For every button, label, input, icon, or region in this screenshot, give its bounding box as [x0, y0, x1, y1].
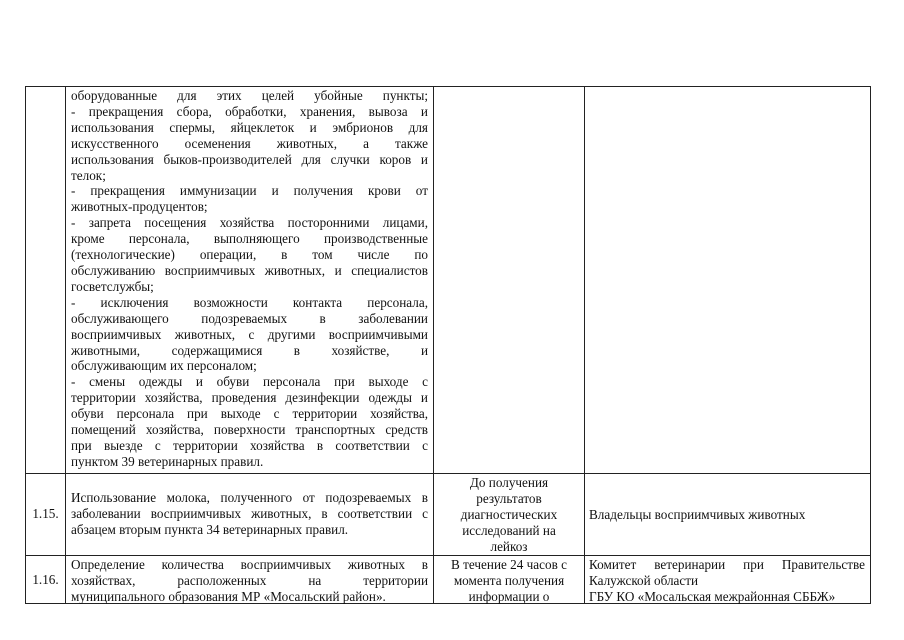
text-line: До получения	[469, 475, 549, 490]
table-border-left	[25, 86, 26, 604]
text-line: (технологические) операции, в том числе по	[71, 247, 428, 263]
measures-table	[25, 86, 870, 604]
text-line: искусственного осеменения животных, а также	[71, 135, 428, 151]
text-line: обуви персонала при выходе с территории хозяйства,	[71, 406, 428, 422]
text-line: ГБУ КО «Мосальская межрайонная СББЖ»	[589, 588, 836, 604]
text-line: В течение 24 часов с	[451, 557, 567, 572]
deadline-text	[435, 557, 583, 605]
responsible-text	[589, 557, 865, 605]
measure-text	[71, 557, 428, 605]
text-line: - прекращения сбора, обработки, хранения, вывоза и	[71, 103, 428, 119]
row-divider	[25, 473, 870, 474]
text-line: животными, содержащимися в хозяйстве, и	[71, 342, 428, 358]
text-line: госветслужбы;	[71, 278, 154, 294]
deadline-text	[435, 475, 583, 555]
text-line: Определение количества восприимчивых животных в	[71, 557, 428, 572]
text-line: Калужской области	[589, 572, 699, 588]
text-line: результатов	[476, 490, 542, 506]
text-line: заболевании восприимчивых животных, в соответствии с	[71, 505, 428, 521]
text-line: Использование молока, полученного от подозреваемых в	[71, 490, 428, 505]
text-line: лейкоз	[490, 538, 528, 554]
text-line: - прекращения иммунизации и получения крови от	[71, 183, 428, 199]
text-line: момента получения	[453, 572, 565, 588]
row-divider	[25, 555, 870, 556]
text-line: кроме персонала, выполняющего производственные	[71, 231, 428, 247]
text-line: при выезде с территории хозяйства в соответствии с	[71, 437, 428, 453]
text-line: информации о	[468, 588, 550, 604]
responsible-text: Владельцы восприимчивых животных	[589, 507, 806, 522]
text-line: - смены одежды и обуви персонала при выходе с	[71, 374, 428, 390]
text-line: муниципального образования МР «Мосальский район».	[71, 588, 386, 604]
text-line: абзацем вторым пункта 34 ветеринарных правил.	[71, 521, 349, 537]
text-line: обслуживающего подозреваемых в заболевании	[71, 310, 428, 326]
table-border-top	[25, 86, 870, 87]
text-line: использования спермы, яйцеклеток и эмбрионов для	[71, 119, 428, 135]
table-border-right	[870, 86, 871, 604]
row-number: 1.16.	[32, 572, 59, 587]
measure-text	[71, 490, 428, 538]
text-line: помещений хозяйства, поверхности транспортных средств	[71, 422, 428, 438]
text-line: пунктом 39 ветеринарных правил.	[71, 453, 264, 469]
text-line: исследований на	[462, 522, 556, 538]
column-divider	[433, 86, 434, 604]
row-number: 1.15.	[32, 506, 59, 521]
text-line: хозяйствах, расположенных на территории	[71, 572, 428, 588]
text-line: животных-продуцентов;	[71, 199, 208, 215]
text-line: территории хозяйства, проведения дезинфекции одежды и	[71, 390, 428, 406]
text-line: Комитет ветеринарии при Правительстве	[589, 557, 865, 572]
text-line: - исключения возможности контакта персонала,	[71, 294, 428, 310]
text-line: обслуживающим их персоналом;	[71, 358, 257, 374]
text-line: диагностических	[460, 506, 558, 522]
column-divider	[584, 86, 585, 604]
text-line: телок;	[71, 167, 106, 183]
text-line: - запрета посещения хозяйства посторонними лицами,	[71, 215, 428, 231]
text-line: оборудованные для этих целей убойные пункты;	[71, 88, 428, 103]
text-line: использования быков-производителей для случки коров и	[71, 151, 428, 167]
column-divider	[65, 86, 66, 604]
measure-text	[71, 88, 428, 470]
text-line: обслуживанию восприимчивых животных, и специалистов	[71, 262, 428, 278]
text-line: восприимчивых животных, с другими восприимчивыми	[71, 326, 428, 342]
